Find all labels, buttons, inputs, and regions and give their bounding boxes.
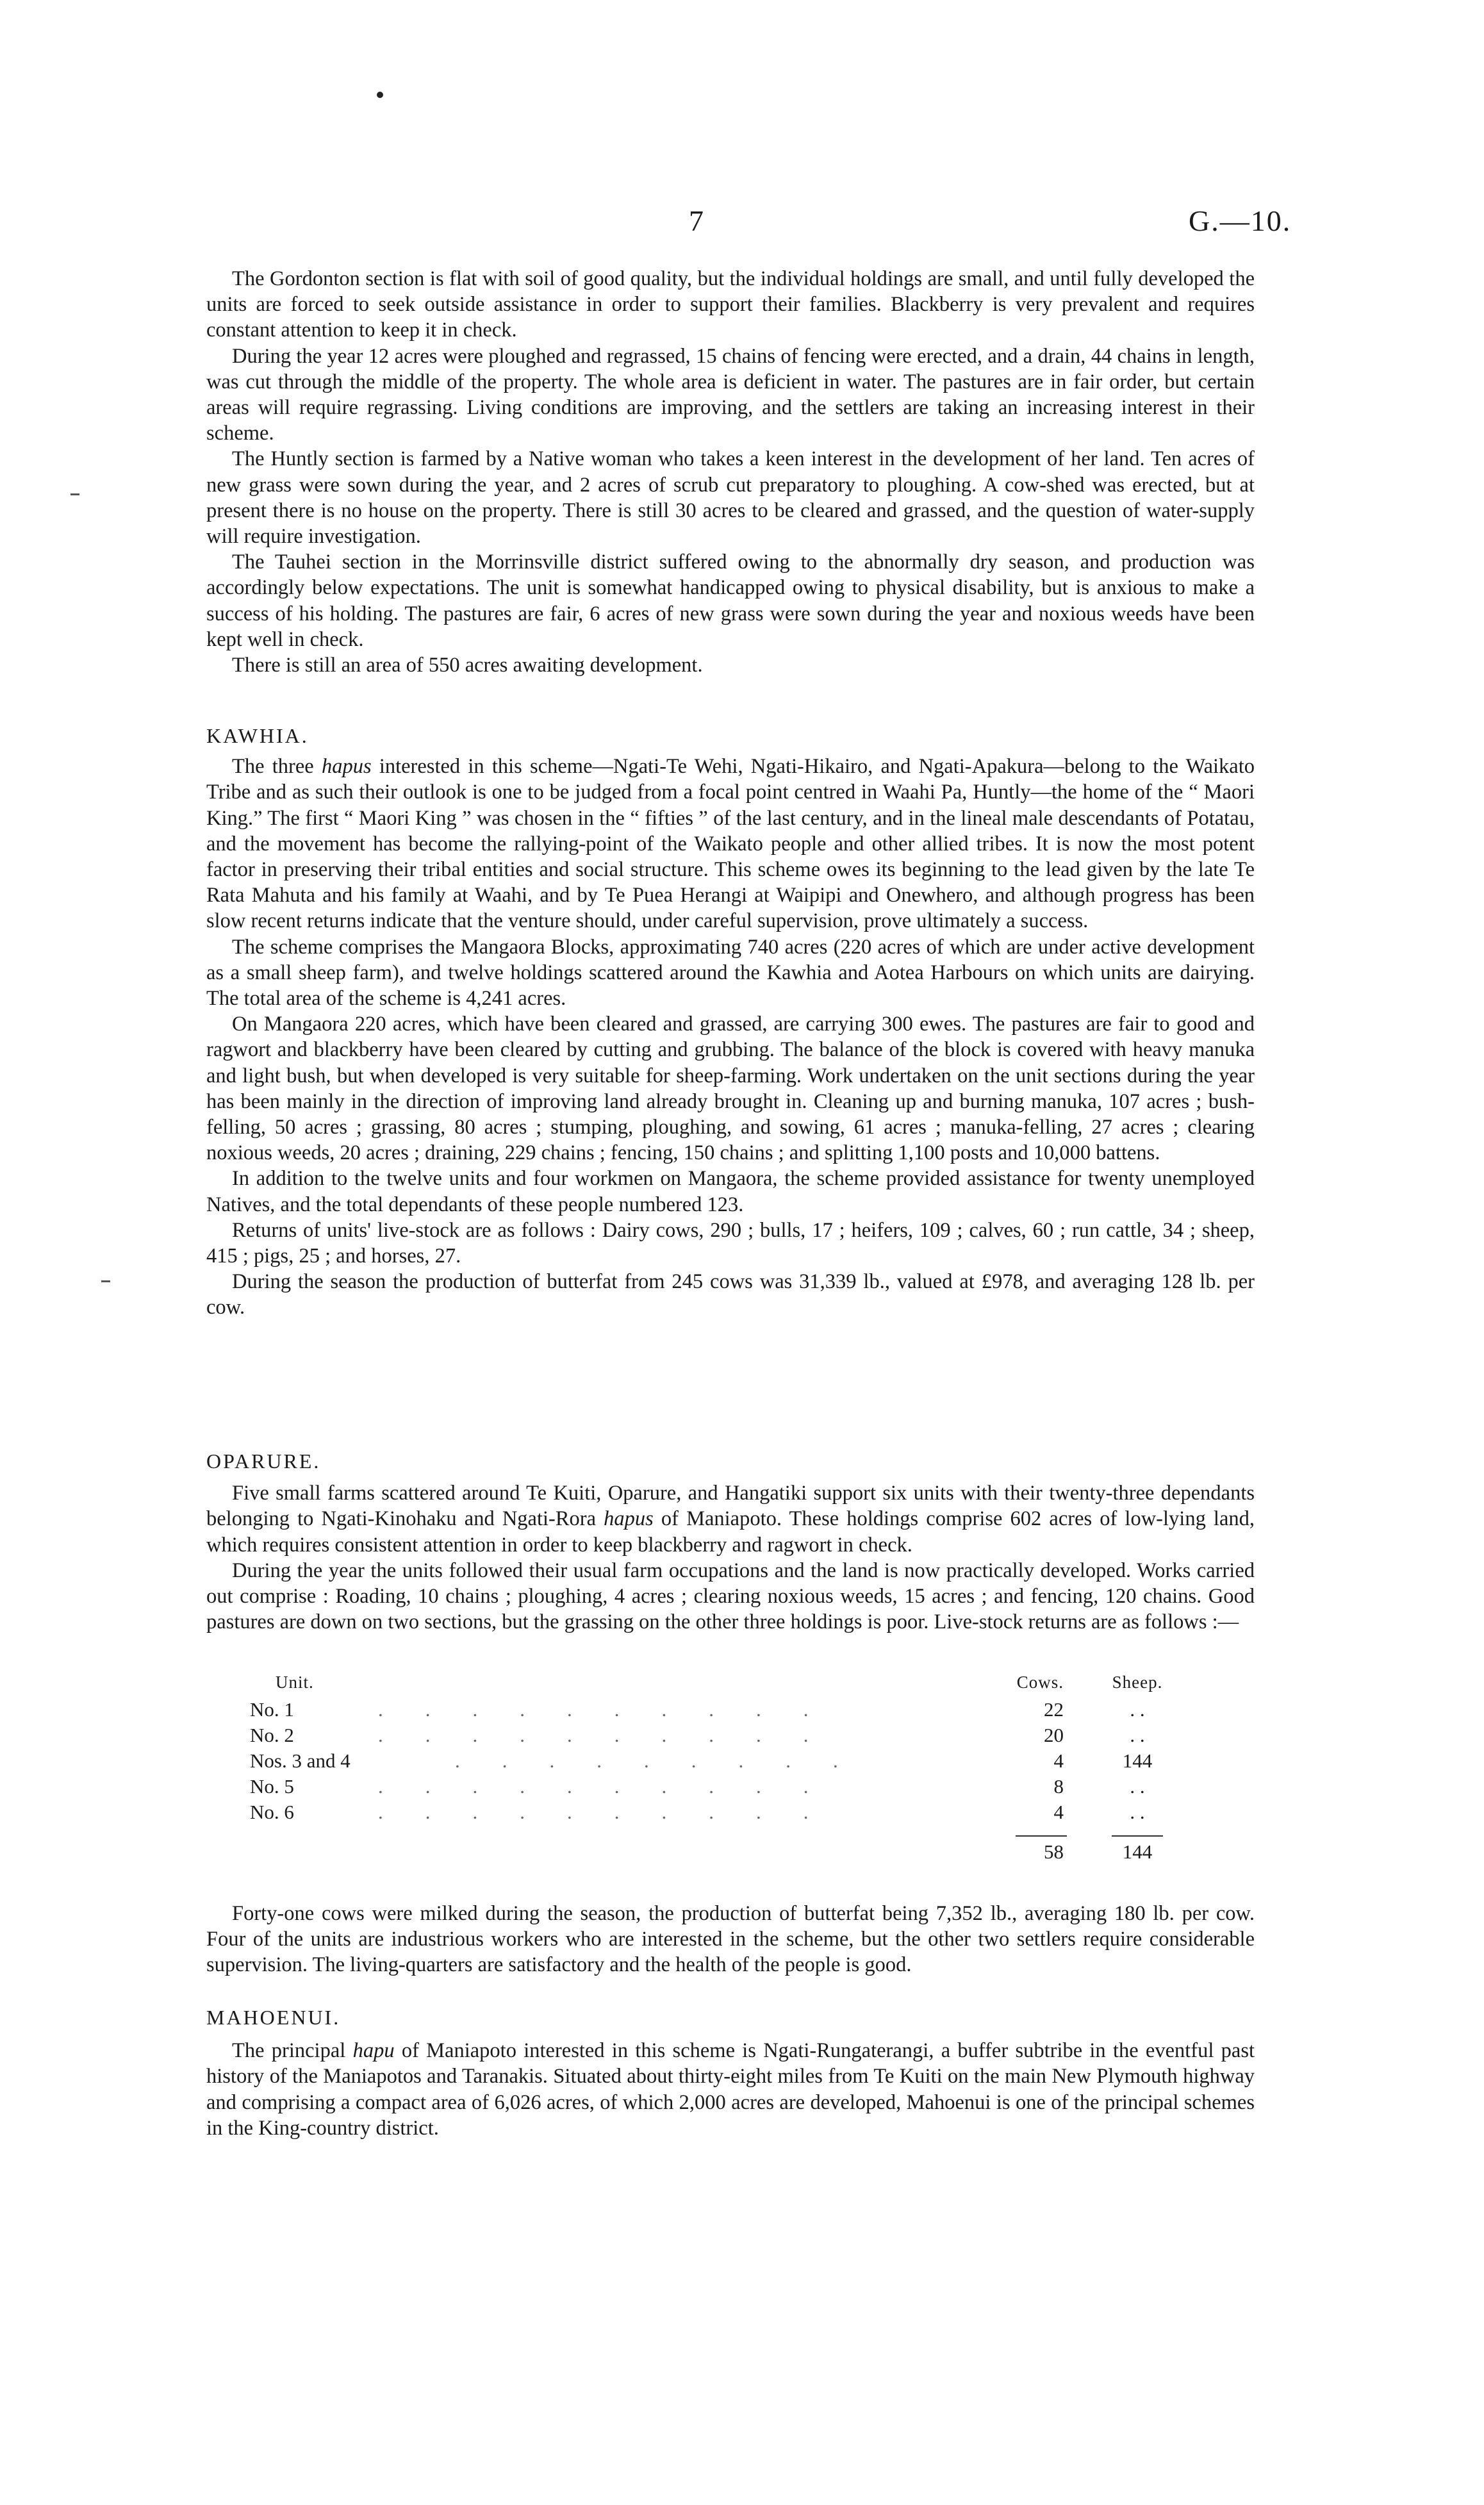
table-total-rule-row bbox=[243, 1826, 1217, 1840]
sheep-cell: 144 bbox=[1122, 1749, 1153, 1772]
unit-cell: No. 6 bbox=[250, 1801, 294, 1823]
paragraph: There is still an area of 550 acres awaiting development. bbox=[232, 654, 703, 677]
table-header-row bbox=[243, 1673, 1217, 1698]
livestock-table bbox=[243, 1673, 1217, 1866]
unit-cell: No. 5 bbox=[250, 1775, 294, 1798]
maori-term: hapus bbox=[321, 755, 372, 779]
paragraph: The Gordonton section is flat with soil of good quality, but the individual holdings are small, and until fully developed the units are forced to seek outside assistance in order to support their families. Blackberry is very prevalent and requires constant attention to keep it in check. bbox=[206, 267, 1255, 342]
unit-cell: Nos. 3 and 4 bbox=[250, 1749, 350, 1772]
leader-dots: .......... bbox=[378, 1801, 851, 1823]
paragraph: Returns of units' live-stock are as follows : Dairy cows, 290 ; bulls, 17 ; heifers, 109 ; calves, 60 ; run cattle, 34 ; sheep, 415 ; pigs, 25 ; and horses, 27. bbox=[206, 1218, 1255, 1268]
sheep-cell: . . bbox=[1130, 1775, 1145, 1798]
column-header-sheep: Sheep. bbox=[1112, 1673, 1163, 1692]
paragraph bbox=[206, 2038, 1255, 2141]
kawhia-section bbox=[206, 723, 1255, 1321]
cows-cell: 4 bbox=[1053, 1749, 1064, 1772]
sheep-cell: . . bbox=[1130, 1801, 1145, 1823]
paragraph-text: Five small farms scattered around Te Kuiti, Oparure, and Hangatiki support six units with their twenty-three dependants belonging to Ngati-Kinohaku and Ngati-Rora bbox=[206, 1482, 1255, 1531]
leader-dots: .......... bbox=[378, 1775, 851, 1798]
page-number: 7 bbox=[689, 204, 704, 237]
total-rule bbox=[1016, 1835, 1067, 1837]
paragraph-text: of Maniapoto interested in this scheme is Ngati-Rungaterangi, a buffer subtribe in the eventful past history of the Maniapotos and Taranakis. Situated about thirty-eight miles from Te Kuiti on the main New Plymouth highway and comprising a compact area of 6,026 acres, of which 2,000 acres are developed, Mahoenui is one of the principal schemes in the King-country district. bbox=[206, 2039, 1255, 2140]
paragraph: The Tauhei section in the Morrinsville district suffered owing to the abnormally dry season, and production was accordingly below expectations. The unit is somewhat handicapped owing to physical disability, but is anxious to make a success of his holding. The pastures are fair, 6 acres of new grass were sown during the year and noxious weeds have been kept well in check. bbox=[206, 550, 1255, 651]
paragraph bbox=[206, 1480, 1255, 1558]
paragraph-text: of Maniapoto. These holdings comprise 602 acres of low-lying land, which requires consistent attention in order to keep blackberry and ragwort in check. bbox=[206, 1507, 1255, 1557]
margin-mark bbox=[70, 493, 79, 495]
maori-term: hapus bbox=[604, 1507, 654, 1531]
leader-dots: .......... bbox=[378, 1698, 851, 1721]
paragraph-text: The three bbox=[232, 755, 322, 779]
oparure-section-continued bbox=[206, 1901, 1255, 1978]
leader-dots: ......... bbox=[455, 1749, 880, 1772]
maori-term: hapu bbox=[352, 2039, 395, 2063]
leader-dots: .......... bbox=[378, 1724, 851, 1746]
unit-cell: No. 1 bbox=[250, 1698, 294, 1721]
total-rule bbox=[1112, 1835, 1163, 1837]
table-row bbox=[243, 1724, 1217, 1749]
paragraph: The Huntly section is farmed by a Native woman who takes a keen interest in the development of her land. Ten acres of new grass were sown during the year, and 2 acres of scrub cut preparatory to ploughing. A cow-shed was erected, but at present there is no house on the property. There is still 30 acres to be cleared and grassed, and the question of water-supply will require investigation. bbox=[206, 447, 1255, 549]
oparure-section bbox=[206, 1448, 1255, 1635]
mahoenui-section bbox=[206, 2005, 1255, 2141]
intro-section bbox=[206, 266, 1255, 678]
sheep-total: 144 bbox=[1122, 1840, 1153, 1863]
page-mark-dot bbox=[377, 92, 383, 98]
cows-cell: 20 bbox=[1044, 1724, 1064, 1746]
column-header-unit: Unit. bbox=[276, 1673, 314, 1692]
column-header-cows: Cows. bbox=[1016, 1673, 1064, 1692]
paragraph: Forty-one cows were milked during the season, the production of butterfat being 7,352 lb., averaging 180 lb. per cow. Four of the units are industrious workers who are interested in the scheme, but the other two settlers require considerable supervision. The living-quarters are satisfactory and the health of the people is good. bbox=[206, 1902, 1255, 1977]
paragraph-text: interested in this scheme—Ngati-Te Wehi, Ngati-Hikairo, and Ngati-Apakura—belong to the Waikato Tribe and as such their outlook is one to be judged from a focal point centred in Waahi Pa, Huntly—the home of the “ Maori King.” The first “ Maori King ” was chosen in the “ fifties ” of the last century, and in the lineal male descendants of Potatau, and the movement has become the rallying-point of the Waikato people and other allied tribes. It is now the most potent factor in preserving their tribal entities and social structure. This scheme owes its beginning to the lead given by the late Te Rata Mahuta and his family at Waahi, and by Te Puea Herangi at Waipipi and Onewhero, and although progress has been slow recent returns indicate that the venture should, under careful supervision, prove ultimately a success. bbox=[206, 755, 1255, 933]
paragraph: During the season the production of butterfat from 245 cows was 31,339 lb., valued at £978, and averaging 128 lb. per cow. bbox=[206, 1270, 1255, 1319]
section-heading-oparure: OPARURE. bbox=[206, 1450, 321, 1473]
cows-cell: 22 bbox=[1044, 1698, 1064, 1721]
paragraph bbox=[206, 754, 1255, 934]
paragraph: During the year 12 acres were ploughed and regrassed, 15 chains of fencing were erected, and a drain, 44 chains in length, was cut through the middle of the property. The whole area is deficient in water. The pastures are in fair order, but certain areas will require regrassing. Living conditions are improving, and the settlers are taking an increasing interest in their scheme. bbox=[206, 344, 1255, 445]
table-row bbox=[243, 1775, 1217, 1801]
table-row bbox=[243, 1698, 1217, 1724]
table-row bbox=[243, 1801, 1217, 1826]
paragraph: On Mangaora 220 acres, which have been cleared and grassed, are carrying 300 ewes. The pastures are fair to good and ragwort and blackberry have been cleared by cutting and grubbing. The balance of the block is covered with heavy manuka and light bush, but when developed is very suitable for sheep-farming. Work undertaken on the unit sections during the year has been mainly in the direction of improving land already brought in. Cleaning up and burning manuka, 107 acres ; bush-felling, 50 acres ; grassing, 80 acres ; stumping, ploughing, and sowing, 61 acres ; manuka-felling, 27 acres ; clearing noxious weeds, 20 acres ; draining, 229 chains ; fencing, 150 chains ; and splitting 1,100 posts and 10,000 battens. bbox=[206, 1013, 1255, 1165]
unit-cell: No. 2 bbox=[250, 1724, 294, 1746]
table-row bbox=[243, 1749, 1217, 1775]
table-totals-row bbox=[243, 1840, 1217, 1866]
paragraph-text: The principal bbox=[232, 2039, 353, 2063]
paragraph: During the year the units followed their usual farm occupations and the land is now practically developed. Works carried out comprise : Roading, 10 chains ; ploughing, 4 acres ; clearing noxious weeds, 15 acres ; and fencing, 120 chains. Good pastures are down on two sections, but the grassing on the other three holdings is poor. Live-stock returns are as follows :— bbox=[206, 1558, 1255, 1634]
section-heading-mahoenui: MAHOENUI. bbox=[206, 2006, 341, 2029]
section-heading-kawhia: KAWHIA. bbox=[206, 724, 309, 747]
sheep-cell: . . bbox=[1130, 1724, 1145, 1746]
sheep-cell: . . bbox=[1130, 1698, 1145, 1721]
paragraph: In addition to the twelve units and four workmen on Mangaora, the scheme provided assistance for twenty unemployed Natives, and the total dependants of these people numbered 123. bbox=[206, 1167, 1255, 1216]
cows-cell: 4 bbox=[1053, 1801, 1064, 1823]
cows-total: 58 bbox=[1044, 1840, 1064, 1863]
cows-cell: 8 bbox=[1053, 1775, 1064, 1798]
document-reference: G.—10. bbox=[1189, 204, 1292, 237]
paragraph: The scheme comprises the Mangaora Blocks, approximating 740 acres (220 acres of which are under active development as a small sheep farm), and twelve holdings scattered around the Kawhia and Aotea Harbours on which units are dairying. The total area of the scheme is 4,241 acres. bbox=[206, 935, 1255, 1011]
margin-mark bbox=[101, 1280, 110, 1282]
